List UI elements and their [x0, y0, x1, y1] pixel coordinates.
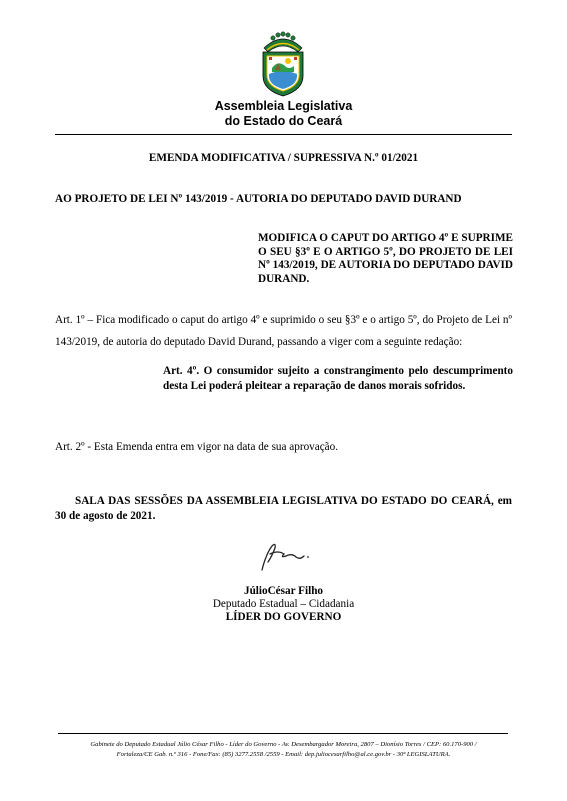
org-name-line1: Assembleia Legislativa	[214, 99, 353, 113]
footer-divider	[58, 733, 508, 734]
signer-title: LÍDER DO GOVERNO	[225, 611, 342, 623]
footer-address-line1: Gabinete do Deputado Estadual Júlio César Filho - Líder do Governo - Av. Desembargador Moreira, 2807 – Dionísio Torres / CEP: 60.170-900 /	[90, 741, 477, 748]
signer-name: JúlioCésar Filho	[243, 585, 324, 597]
session-hall-dateline: SALA DAS SESSÕES DA ASSEMBLEIA LEGISLATIVA DO ESTADO DO CEARÁ, em 30 de agosto de 2021.	[55, 495, 512, 522]
article-4-new-wording: Art. 4º. O consumidor sujeito a constrangimento pelo descumprimento desta Lei poderá pleitear a reparação de danos morais sofridos.	[163, 365, 513, 392]
article-1-text: Art. 1º – Fica modificado o caput do artigo 4º e suprimido o seu §3º e o artigo 5º, do Projeto de Lei nº 143/2019, de autoria do deputado David Durand, passando a viger com a seguinte redação:	[55, 314, 512, 348]
handwritten-signature	[258, 540, 318, 572]
project-reference: AO PROJETO DE LEI Nº 143/2019 - AUTORIA DO DEPUTADO DAVID DURAND	[55, 193, 462, 205]
article-2-text: Art. 2º - Esta Emenda entra em vigor na data de sua aprovação.	[55, 441, 339, 453]
amendment-title: EMENDA MODIFICATIVA / SUPRESSIVA N.º 01/2021	[148, 152, 419, 164]
header-divider	[55, 134, 512, 135]
footer-address-line2: Fortaleza/CE Gab. n.º 316 - Fone/Fax: (85) 3277.2558 /2559 - Email: dep.juliocesarfilho@al.ce.gov.br - 30ª LEGISLATURA.	[116, 751, 451, 758]
org-name-line2: do Estado do Ceará	[224, 114, 343, 128]
ementa-summary: MODIFICA O CAPUT DO ARTIGO 4º E SUPRIME O SEU §3º E O ARTIGO 5º, DO PROJETO DE LEI Nº 143/2019, DE AUTORIA DO DEPUTADO DAVID DURAND.	[258, 232, 513, 285]
state-coat-of-arms-icon	[258, 30, 308, 98]
signer-role: Deputado Estadual – Cidadania	[212, 598, 355, 610]
